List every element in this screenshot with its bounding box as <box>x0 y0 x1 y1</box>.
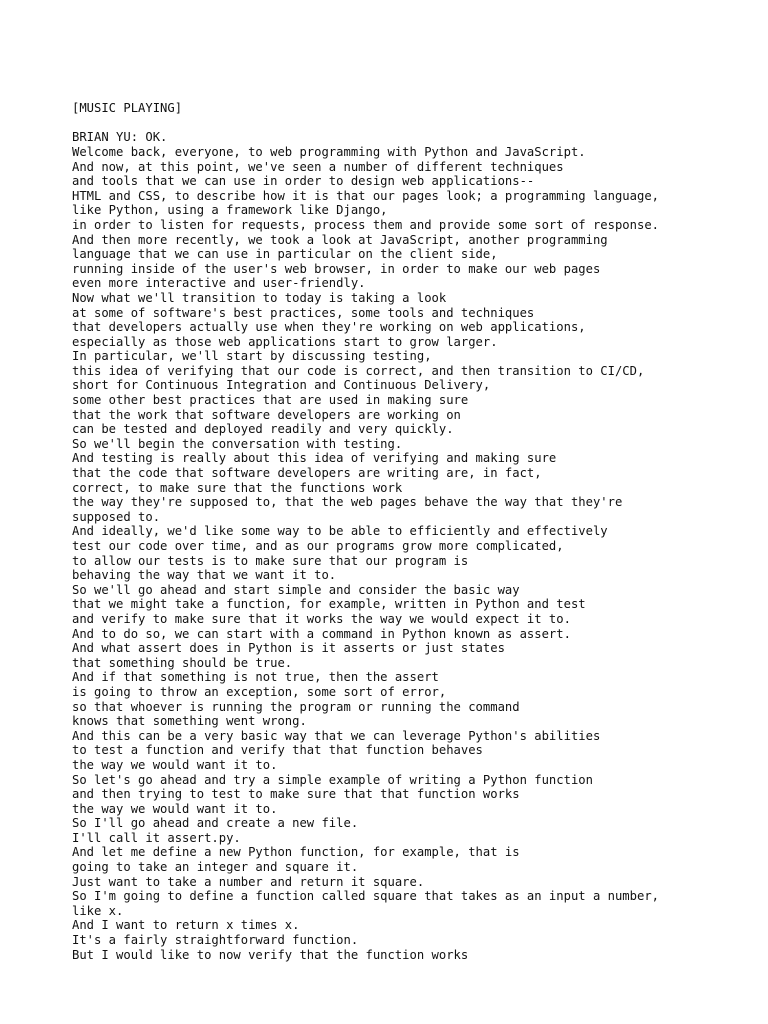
transcript-line: It's a fairly straightforward function. <box>72 933 359 948</box>
transcript-line: In particular, we'll start by discussing testing, <box>72 349 432 364</box>
transcript-line: And to do so, we can start with a command in Python known as assert. <box>72 626 571 641</box>
transcript-line: Now what we'll transition to today is taking a look <box>72 290 447 305</box>
transcript-line: knows that something went wrong. <box>72 714 307 729</box>
transcript-line: And then more recently, we took a look at JavaScript, another programming <box>72 232 608 247</box>
transcript-line: BRIAN YU: OK. <box>72 130 168 145</box>
transcript-line: running inside of the user's web browser, in order to make our web pages <box>72 261 601 276</box>
transcript-line: some other best practices that are used in making sure <box>72 393 469 408</box>
transcript-line: [MUSIC PLAYING] <box>72 101 183 116</box>
transcript-line: that developers actually use when they're working on web applications, <box>72 320 586 335</box>
transcript-line: So I'll go ahead and create a new file. <box>72 816 359 831</box>
transcript-line: test our code over time, and as our programs grow more complicated, <box>72 539 564 553</box>
transcript-line: And testing is really about this idea of verifying and making sure <box>72 451 557 466</box>
transcript-line: the way they're supposed to, that the web pages behave the way that they're <box>72 495 623 510</box>
transcript-line: And let me define a new Python function, for example, that is <box>72 845 520 860</box>
transcript-line: can be tested and deployed readily and very quickly. <box>72 422 454 437</box>
transcript-line: And this can be a very basic way that we can leverage Python's abilities <box>72 728 601 743</box>
transcript-line: HTML and CSS, to describe how it is that our pages look; a programming language, <box>72 188 659 203</box>
transcript-line: that something should be true. <box>72 655 293 670</box>
transcript-line: language that we can use in particular on the client side, <box>72 247 498 262</box>
transcript-line: that the work that software developers are working on <box>72 407 461 422</box>
transcript-line: the way we would want it to. <box>72 757 278 772</box>
blank-line <box>72 116 712 131</box>
transcript-line: correct, to make sure that the functions work <box>72 480 403 495</box>
transcript-line: Just want to take a number and return it square. <box>72 874 425 889</box>
transcript-line: So we'll go ahead and start simple and consider the basic way <box>72 582 520 597</box>
transcript-line: and tools that we can use in order to design web applications-- <box>72 174 535 189</box>
transcript-line: that the code that software developers are writing are, in fact, <box>72 466 542 481</box>
transcript-line: at some of software's best practices, some tools and techniques <box>72 305 535 320</box>
transcript-line: like Python, using a framework like Django, <box>72 203 388 218</box>
transcript-line: supposed to. <box>72 509 161 524</box>
transcript-line: so that whoever is running the program or running the command <box>72 699 520 714</box>
transcript-line: So let's go ahead and try a simple example of writing a Python function <box>72 772 593 787</box>
transcript-line: and then trying to test to make sure that that function works <box>72 787 520 802</box>
transcript-text <box>72 72 712 962</box>
transcript-line: this idea of verifying that our code is correct, and then transition to CI/CD, <box>72 363 645 378</box>
transcript-line: even more interactive and user-friendly. <box>72 276 366 291</box>
transcript-line: Welcome back, everyone, to web programming with Python and JavaScript. <box>72 144 586 159</box>
transcript-line: behaving the way that we want it to. <box>72 568 337 583</box>
transcript-line: And I want to return x times x. <box>72 918 300 933</box>
transcript-line: And now, at this point, we've seen a number of different techniques <box>72 159 564 174</box>
transcript-line: I'll call it assert.py. <box>72 830 241 845</box>
transcript-line: So we'll begin the conversation with testing. <box>72 436 403 451</box>
transcript-line: in order to listen for requests, process them and provide some sort of response. <box>72 217 659 232</box>
transcript-line: But I would like to now verify that the function works <box>72 947 469 962</box>
transcript-line: short for Continuous Integration and Continuous Delivery, <box>72 378 491 393</box>
transcript-line: to test a function and verify that that function behaves <box>72 743 483 758</box>
transcript-line: going to take an integer and square it. <box>72 860 359 875</box>
transcript-line: is going to throw an exception, some sort of error, <box>72 684 447 699</box>
transcript-line: like x. <box>72 903 124 918</box>
transcript-line: the way we would want it to. <box>72 801 278 816</box>
transcript-line: to allow our tests is to make sure that our program is <box>72 553 469 568</box>
transcript-line: And what assert does in Python is it asserts or just states <box>72 641 505 656</box>
transcript-line: especially as those web applications start to grow larger. <box>72 334 498 349</box>
transcript-line: that we might take a function, for example, written in Python and test <box>72 597 586 612</box>
transcript-line: And ideally, we'd like some way to be able to efficiently and effectively <box>72 524 608 539</box>
transcript-line: and verify to make sure that it works the way we would expect it to. <box>72 611 571 626</box>
transcript-line: And if that something is not true, then the assert <box>72 670 439 685</box>
transcript-line: So I'm going to define a function called square that takes as an input a number, <box>72 889 659 904</box>
